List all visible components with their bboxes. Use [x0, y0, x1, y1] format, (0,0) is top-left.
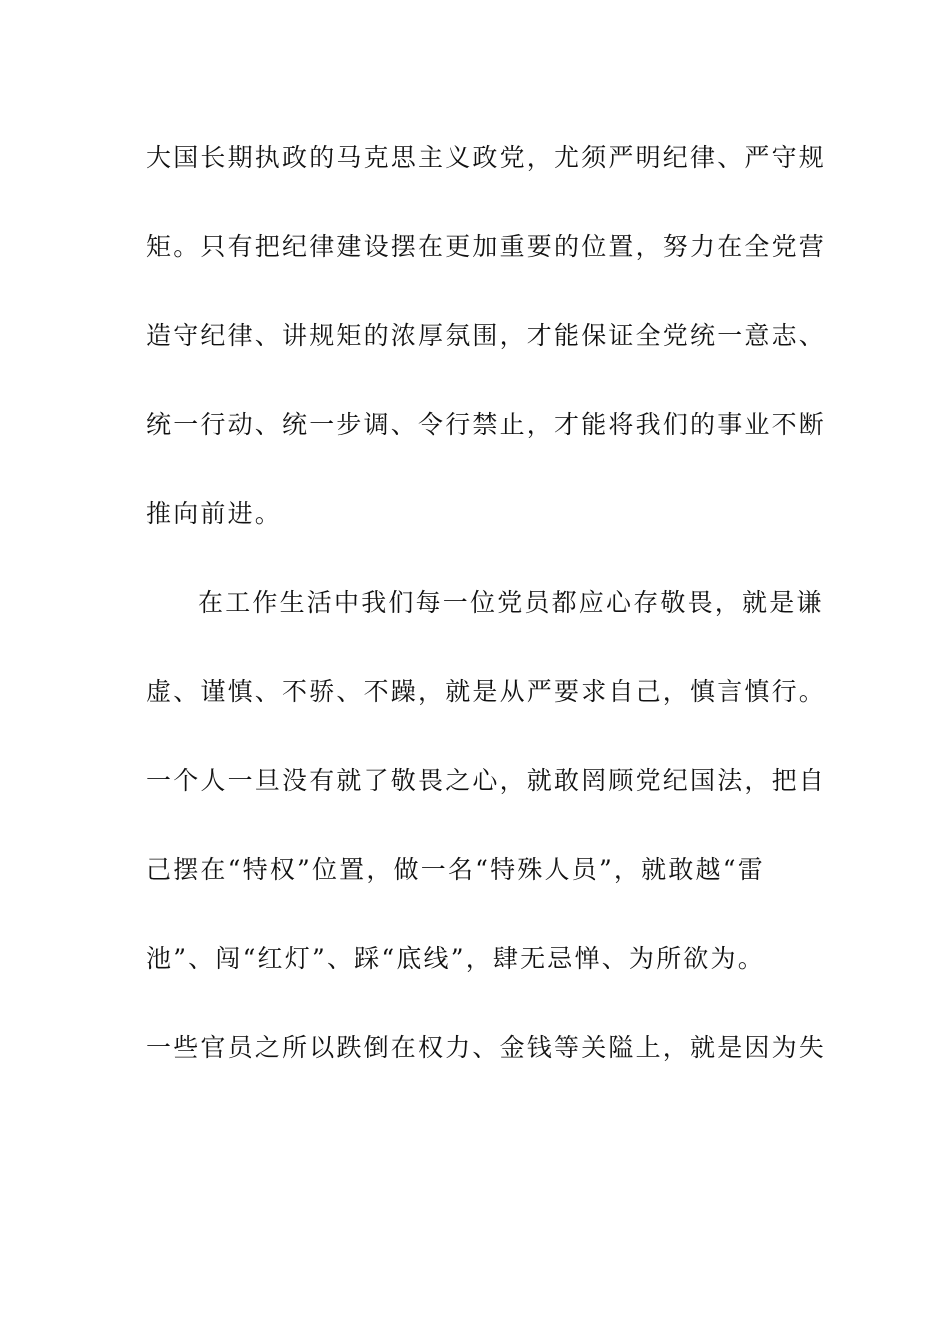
text-line: 己摆在“特权”位置，做一名“特殊人员”，就敢越“雷	[146, 855, 765, 884]
text-line: 一个人一旦没有就了敬畏之心，就敢罔顾党纪国法，把自	[146, 766, 827, 795]
text-line: 矩。只有把纪律建设摆在更加重要的位置，努力在全党营	[146, 232, 827, 261]
text-line: 虚、谨慎、不骄、不躁，就是从严要求自己，慎言慎行。	[146, 677, 827, 706]
text-line: 一些官员之所以跌倒在权力、金钱等关隘上，就是因为失	[146, 1033, 827, 1062]
paragraph-first-line: 在工作生活中我们每一位党员都应心存敬畏，就是谦	[198, 588, 824, 617]
text-line: 统一行动、统一步调、令行禁止，才能将我们的事业不断	[146, 410, 827, 439]
text-line: 造守纪律、讲规矩的浓厚氛围，才能保证全党统一意志、	[146, 321, 827, 350]
text-line: 推向前进。	[146, 499, 283, 528]
text-line: 池”、闯“红灯”、踩“底线”，肆无忌惮、为所欲为。	[146, 944, 765, 973]
body-text	[146, 138, 827, 1117]
text-line: 大国长期执政的马克思主义政党，尤须严明纪律、严守规	[146, 143, 827, 172]
